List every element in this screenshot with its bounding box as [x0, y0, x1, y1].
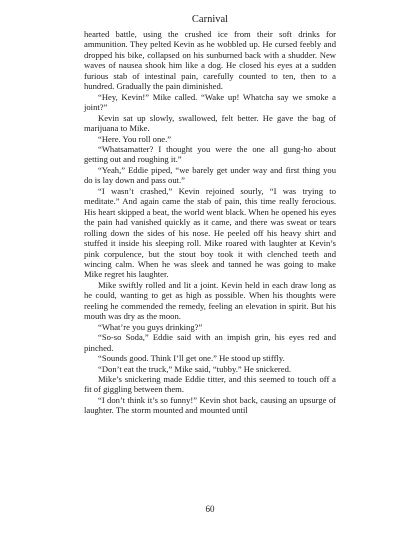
paragraph: “Yeah,” Eddie piped, “we barely get under way and first thing you do is lay down and pass out.”	[84, 164, 336, 186]
paragraph: “So-so Soda,” Eddie said with an impish grin, his eyes red and pinched.	[84, 332, 336, 353]
paragraph: “Whatsamatter? I thought you were the one all gung-ho about getting out and roughing it.”	[84, 143, 336, 165]
paragraph: “Here. You roll one.”	[98, 133, 172, 144]
paragraph: “I don’t think it’s so funny!” Kevin shot back, causing an upsurge of laughter. The storm mounted and mounted until	[84, 394, 336, 416]
body-text	[84, 29, 336, 416]
paragraph: “Hey, Kevin!” Mike called. “Wake up! Whatcha say we smoke a joint?”	[84, 91, 336, 113]
paragraph: Mike swiftly rolled and lit a joint. Kevin held in each draw long as he could, wanting to get as high as possible. When his thoughts were reeling he commended the remedy, feeling an elevation in spirit. But his mouth was dry as the moon.	[84, 279, 336, 322]
paragraph: “I wasn’t crashed,” Kevin rejoined sourly, “I was trying to meditate.” And again came the stab of pain, this time really ferocious. His heart skipped a beat, the world went black. When he opened his eyes the pain had vanished quickly as it came, and there was sweat or tears rolling down the sides of his nose. He peeled off his heavy shirt and stuffed it inside his sleeping roll. Mike roared with laughter at Kevin’s pink corpulence, but the stout boy took it with clenched teeth and wincing calm. When he was sleek and tanned he was going to make Mike regret his laughter.	[84, 185, 336, 280]
running-head: Carnival	[191, 14, 229, 25]
paragraph: “Sounds good. Think I’ll get one.” He stood up stiffly.	[98, 353, 285, 364]
page-number: 60	[205, 504, 215, 514]
paragraph: “What’re you guys drinking?”	[98, 321, 203, 332]
paragraph: Kevin sat up slowly, swallowed, felt better. He gave the bag of marijuana to Mike.	[84, 112, 336, 134]
paragraph: “Don’t eat the truck,” Mike said, “tubby.” He snickered.	[98, 363, 292, 374]
paragraph: Mike’s snickering made Eddie titter, and this seemed to touch off a fit of giggling between them.	[84, 373, 336, 395]
paragraph: hearted battle, using the crushed ice from their soft drinks for ammunition. They pelted Kevin as he wobbled up. He cursed feebly and dropped his bike, collapsed on his sunburned back with a shudder. New waves of nausea shook him like a dog. He closed his eyes at a sudden furious stab of intestinal pain, carefully counted to ten, then to a hundred. Gradually the pain diminished.	[84, 29, 336, 92]
